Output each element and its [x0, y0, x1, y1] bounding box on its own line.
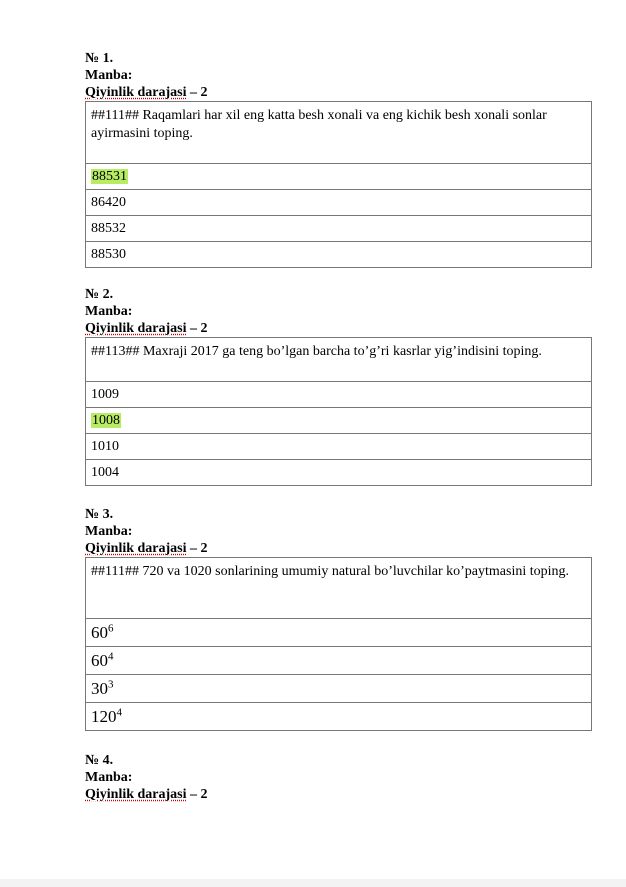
- answer-option[interactable]: [86, 190, 592, 216]
- source-label: Manba:: [85, 304, 133, 319]
- difficulty-word: Qiyinlik darajasi: [85, 85, 187, 100]
- option-text: 1010: [91, 438, 119, 454]
- difficulty-line: [85, 320, 592, 337]
- option-text: 86420: [91, 194, 126, 210]
- option-exponent: 4: [108, 649, 114, 662]
- question-table: [85, 557, 592, 731]
- question-table: [85, 337, 592, 486]
- answer-option[interactable]: [86, 675, 592, 703]
- question-prompt: ##111## 720 va 1020 sonlarining umumiy natural bo’luvchilar ko’paytmasini toping.: [86, 558, 592, 619]
- question-number: № 3.: [85, 507, 114, 522]
- difficulty-word: Qiyinlik darajasi: [85, 787, 187, 802]
- answer-option[interactable]: [86, 242, 592, 268]
- answer-option[interactable]: [86, 619, 592, 647]
- source-label: Manba:: [85, 524, 133, 539]
- option-exponent: 4: [116, 705, 122, 718]
- question-prompt: ##113## Maxraji 2017 ga teng bo’lgan barcha to’g’ri kasrlar yig’indisini toping.: [86, 338, 592, 382]
- difficulty-line: [85, 786, 592, 803]
- difficulty-line: [85, 540, 592, 557]
- option-text-highlighted: 88531: [92, 168, 127, 184]
- option-text: 88530: [91, 246, 126, 262]
- difficulty-value: – 2: [186, 541, 208, 556]
- answer-option[interactable]: [86, 216, 592, 242]
- question-3: [85, 506, 592, 731]
- question-number: № 2.: [85, 287, 114, 302]
- answer-option[interactable]: [86, 382, 592, 408]
- difficulty-value: – 2: [186, 787, 208, 802]
- option-base: 30: [91, 678, 108, 698]
- page-bottom-edge: [0, 879, 626, 887]
- option-exponent: 6: [108, 621, 114, 634]
- question-2: [85, 286, 592, 486]
- difficulty-word: Qiyinlik darajasi: [85, 321, 187, 336]
- question-table: [85, 101, 592, 268]
- answer-option[interactable]: [86, 703, 592, 731]
- option-base: 120: [91, 706, 117, 726]
- answer-option[interactable]: [86, 647, 592, 675]
- question-4: [85, 752, 592, 803]
- option-text: 88532: [91, 220, 126, 236]
- difficulty-value: – 2: [186, 85, 208, 100]
- option-exponent: 3: [108, 677, 114, 690]
- answer-option[interactable]: [86, 460, 592, 486]
- question-prompt: ##111## Raqamlari har xil eng katta besh xonali va eng kichik besh xonali sonlar ayirmasini toping.: [86, 102, 592, 164]
- difficulty-word: Qiyinlik darajasi: [85, 541, 187, 556]
- question-1: [85, 50, 592, 268]
- option-base: 60: [91, 650, 108, 670]
- question-number: № 4.: [85, 753, 114, 768]
- answer-option[interactable]: [86, 408, 592, 434]
- question-number: № 1.: [85, 51, 114, 66]
- option-text-highlighted: 1008: [92, 412, 120, 428]
- source-label: Manba:: [85, 68, 133, 83]
- answer-option[interactable]: [86, 164, 592, 190]
- answer-option[interactable]: [86, 434, 592, 460]
- source-label: Manba:: [85, 770, 133, 785]
- option-text: 1009: [91, 386, 119, 402]
- difficulty-line: [85, 84, 592, 101]
- option-text: 1004: [91, 464, 119, 480]
- option-base: 60: [91, 622, 108, 642]
- difficulty-value: – 2: [186, 321, 208, 336]
